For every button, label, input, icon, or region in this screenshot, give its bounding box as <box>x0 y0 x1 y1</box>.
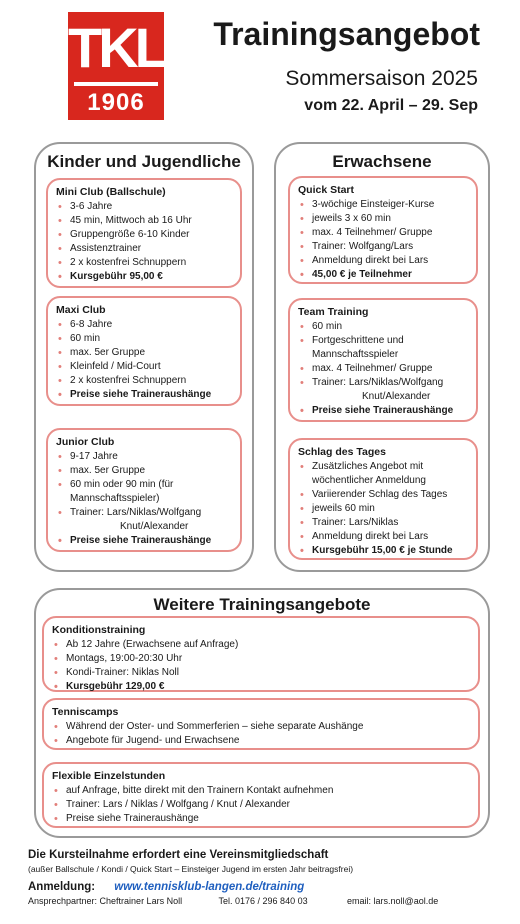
list-item: • Anmeldung direkt bei Lars <box>298 530 468 544</box>
card-title: Tenniscamps <box>52 706 119 718</box>
list-item: • Gruppengröße 6-10 Kinder <box>56 228 232 242</box>
list-item-line: Mannschaftsspieler <box>312 349 399 360</box>
card-title: Konditionstraining <box>52 624 146 636</box>
list-item: • max. 5er Gruppe <box>56 464 232 478</box>
card-title: Quick Start <box>298 184 355 196</box>
list-item: • 45 min, Mittwoch ab 16 Uhr <box>56 214 232 228</box>
list-item <box>56 506 232 534</box>
card-quick-start <box>288 176 478 284</box>
kinder-panel-title: Kinder und Jugendliche <box>47 152 241 171</box>
registration-link[interactable]: www.tennisklub-langen.de/training <box>114 881 305 893</box>
price-item: • Kursgebühr 15,00 € je Stunde <box>298 544 468 558</box>
price-item: • Kursgebühr 129,00 € <box>52 680 470 694</box>
price-item: • Preise siehe Traineraushänge <box>56 388 232 402</box>
list-item-line: Knut/Alexander <box>362 391 431 402</box>
list-item-line: Fortgeschrittene und <box>312 335 404 346</box>
list-item: • max. 5er Gruppe <box>56 346 232 360</box>
card-maxi-club <box>46 296 242 406</box>
membership-requirement: Die Kursteilnahme erfordert eine Vereinsmitgliedschaft <box>28 849 329 861</box>
list-item <box>298 376 468 404</box>
list-item-line: 60 min oder 90 min (für <box>70 479 174 490</box>
registration-label: Anmeldung: <box>28 881 96 893</box>
contact-phone: Tel. 0176 / 296 840 03 <box>218 896 308 906</box>
club-logo <box>68 12 164 120</box>
list-item: • max. 4 Teilnehmer/ Gruppe <box>298 362 468 376</box>
membership-exception: (außer Ballschule / Kondi / Quick Start – Einsteiger Jugend im ersten Jahr beitragsfrei) <box>28 864 354 874</box>
list-item: • 60 min <box>298 320 468 334</box>
list-item-line: Trainer: Lars/Niklas/Wolfgang <box>312 377 444 388</box>
list-item: • Anmeldung direkt bei Lars <box>298 254 468 268</box>
list-item <box>298 460 468 488</box>
list-item: • Montags, 19:00-20:30 Uhr <box>52 652 470 666</box>
price-item: • Preise siehe Traineraushänge <box>298 404 468 418</box>
list-item: • Kleinfeld / Mid-Court <box>56 360 232 374</box>
list-item: • auf Anfrage, bitte direkt mit den Trainern Kontakt aufnehmen <box>52 784 470 798</box>
list-item: • Trainer: Lars/Niklas <box>298 516 468 530</box>
contact-person: Ansprechpartner: Cheftrainer Lars Noll <box>28 896 183 906</box>
list-item: • Assistenztrainer <box>56 242 232 256</box>
card-flexible-einzelstunden <box>42 762 480 828</box>
logo-text: TKL <box>68 16 165 79</box>
price-item: • Preise siehe Traineraushänge <box>56 534 232 548</box>
list-item-line: wöchentlicher Anmeldung <box>312 475 426 486</box>
card-tenniscamps <box>42 698 480 750</box>
card-schlag-des-tages <box>288 438 478 560</box>
season-subtitle: Sommersaison 2025 <box>285 67 478 90</box>
list-item: • 2 x kostenfrei Schnuppern <box>56 256 232 270</box>
logo-divider <box>74 82 158 86</box>
list-item: • 3-6 Jahre <box>56 200 232 214</box>
list-item: • 60 min <box>56 332 232 346</box>
list-item <box>56 478 232 506</box>
weitere-panel-title: Weitere Trainingsangebote <box>153 595 371 614</box>
list-item-line: Mannschaftsspieler) <box>70 493 160 504</box>
list-item: • Trainer: Wolfgang/Lars <box>298 240 468 254</box>
season-dates: vom 22. April – 29. Sep <box>304 97 478 114</box>
card-konditionstraining <box>42 616 480 692</box>
list-item: • 2 x kostenfrei Schnuppern <box>56 374 232 388</box>
card-junior-club <box>46 428 242 552</box>
list-item-line: Trainer: Lars/Niklas/Wolfgang <box>70 507 202 518</box>
list-item: • 9-17 Jahre <box>56 450 232 464</box>
page-title: Trainingsangebot <box>213 16 480 52</box>
list-item: • Während der Oster- und Sommerferien – siehe separate Aushänge <box>52 720 470 734</box>
list-item: • Variierender Schlag des Tages <box>298 488 468 502</box>
list-item: • Angebote für Jugend- und Erwachsene <box>52 734 470 748</box>
price-item: • Kursgebühr 95,00 € <box>56 270 232 284</box>
card-mini-club <box>46 178 242 288</box>
list-item-line: Knut/Alexander <box>120 521 189 532</box>
list-item: • 3-wöchige Einsteiger-Kurse <box>298 198 468 212</box>
card-title: Schlag des Tages <box>298 446 386 458</box>
card-title: Junior Club <box>56 436 115 448</box>
list-item: • jeweils 3 x 60 min <box>298 212 468 226</box>
card-title: Maxi Club <box>56 304 106 316</box>
price-item: • 45,00 € je Teilnehmer <box>298 268 468 282</box>
logo-year: 1906 <box>87 89 145 116</box>
list-item: • max. 4 Teilnehmer/ Gruppe <box>298 226 468 240</box>
list-item: • jeweils 60 min <box>298 502 468 516</box>
erwachsene-panel-title: Erwachsene <box>332 152 432 171</box>
list-item-line: Zusätzliches Angebot mit <box>312 461 424 472</box>
registration-line <box>28 880 304 894</box>
list-item: • Ab 12 Jahre (Erwachsene auf Anfrage) <box>52 638 470 652</box>
card-title: Team Training <box>298 306 369 318</box>
list-item: • 6-8 Jahre <box>56 318 232 332</box>
contact-email[interactable]: email: lars.noll@aol.de <box>347 896 439 906</box>
card-title: Mini Club (Ballschule) <box>56 186 166 198</box>
list-item: • Trainer: Lars / Niklas / Wolfgang / Knut / Alexander <box>52 798 470 812</box>
list-item <box>298 334 468 362</box>
list-item: • Preise siehe Traineraushänge <box>52 812 470 826</box>
card-team-training <box>288 298 478 422</box>
contact-line <box>28 896 438 907</box>
card-title: Flexible Einzelstunden <box>52 770 166 782</box>
list-item: • Kondi-Trainer: Niklas Noll <box>52 666 470 680</box>
